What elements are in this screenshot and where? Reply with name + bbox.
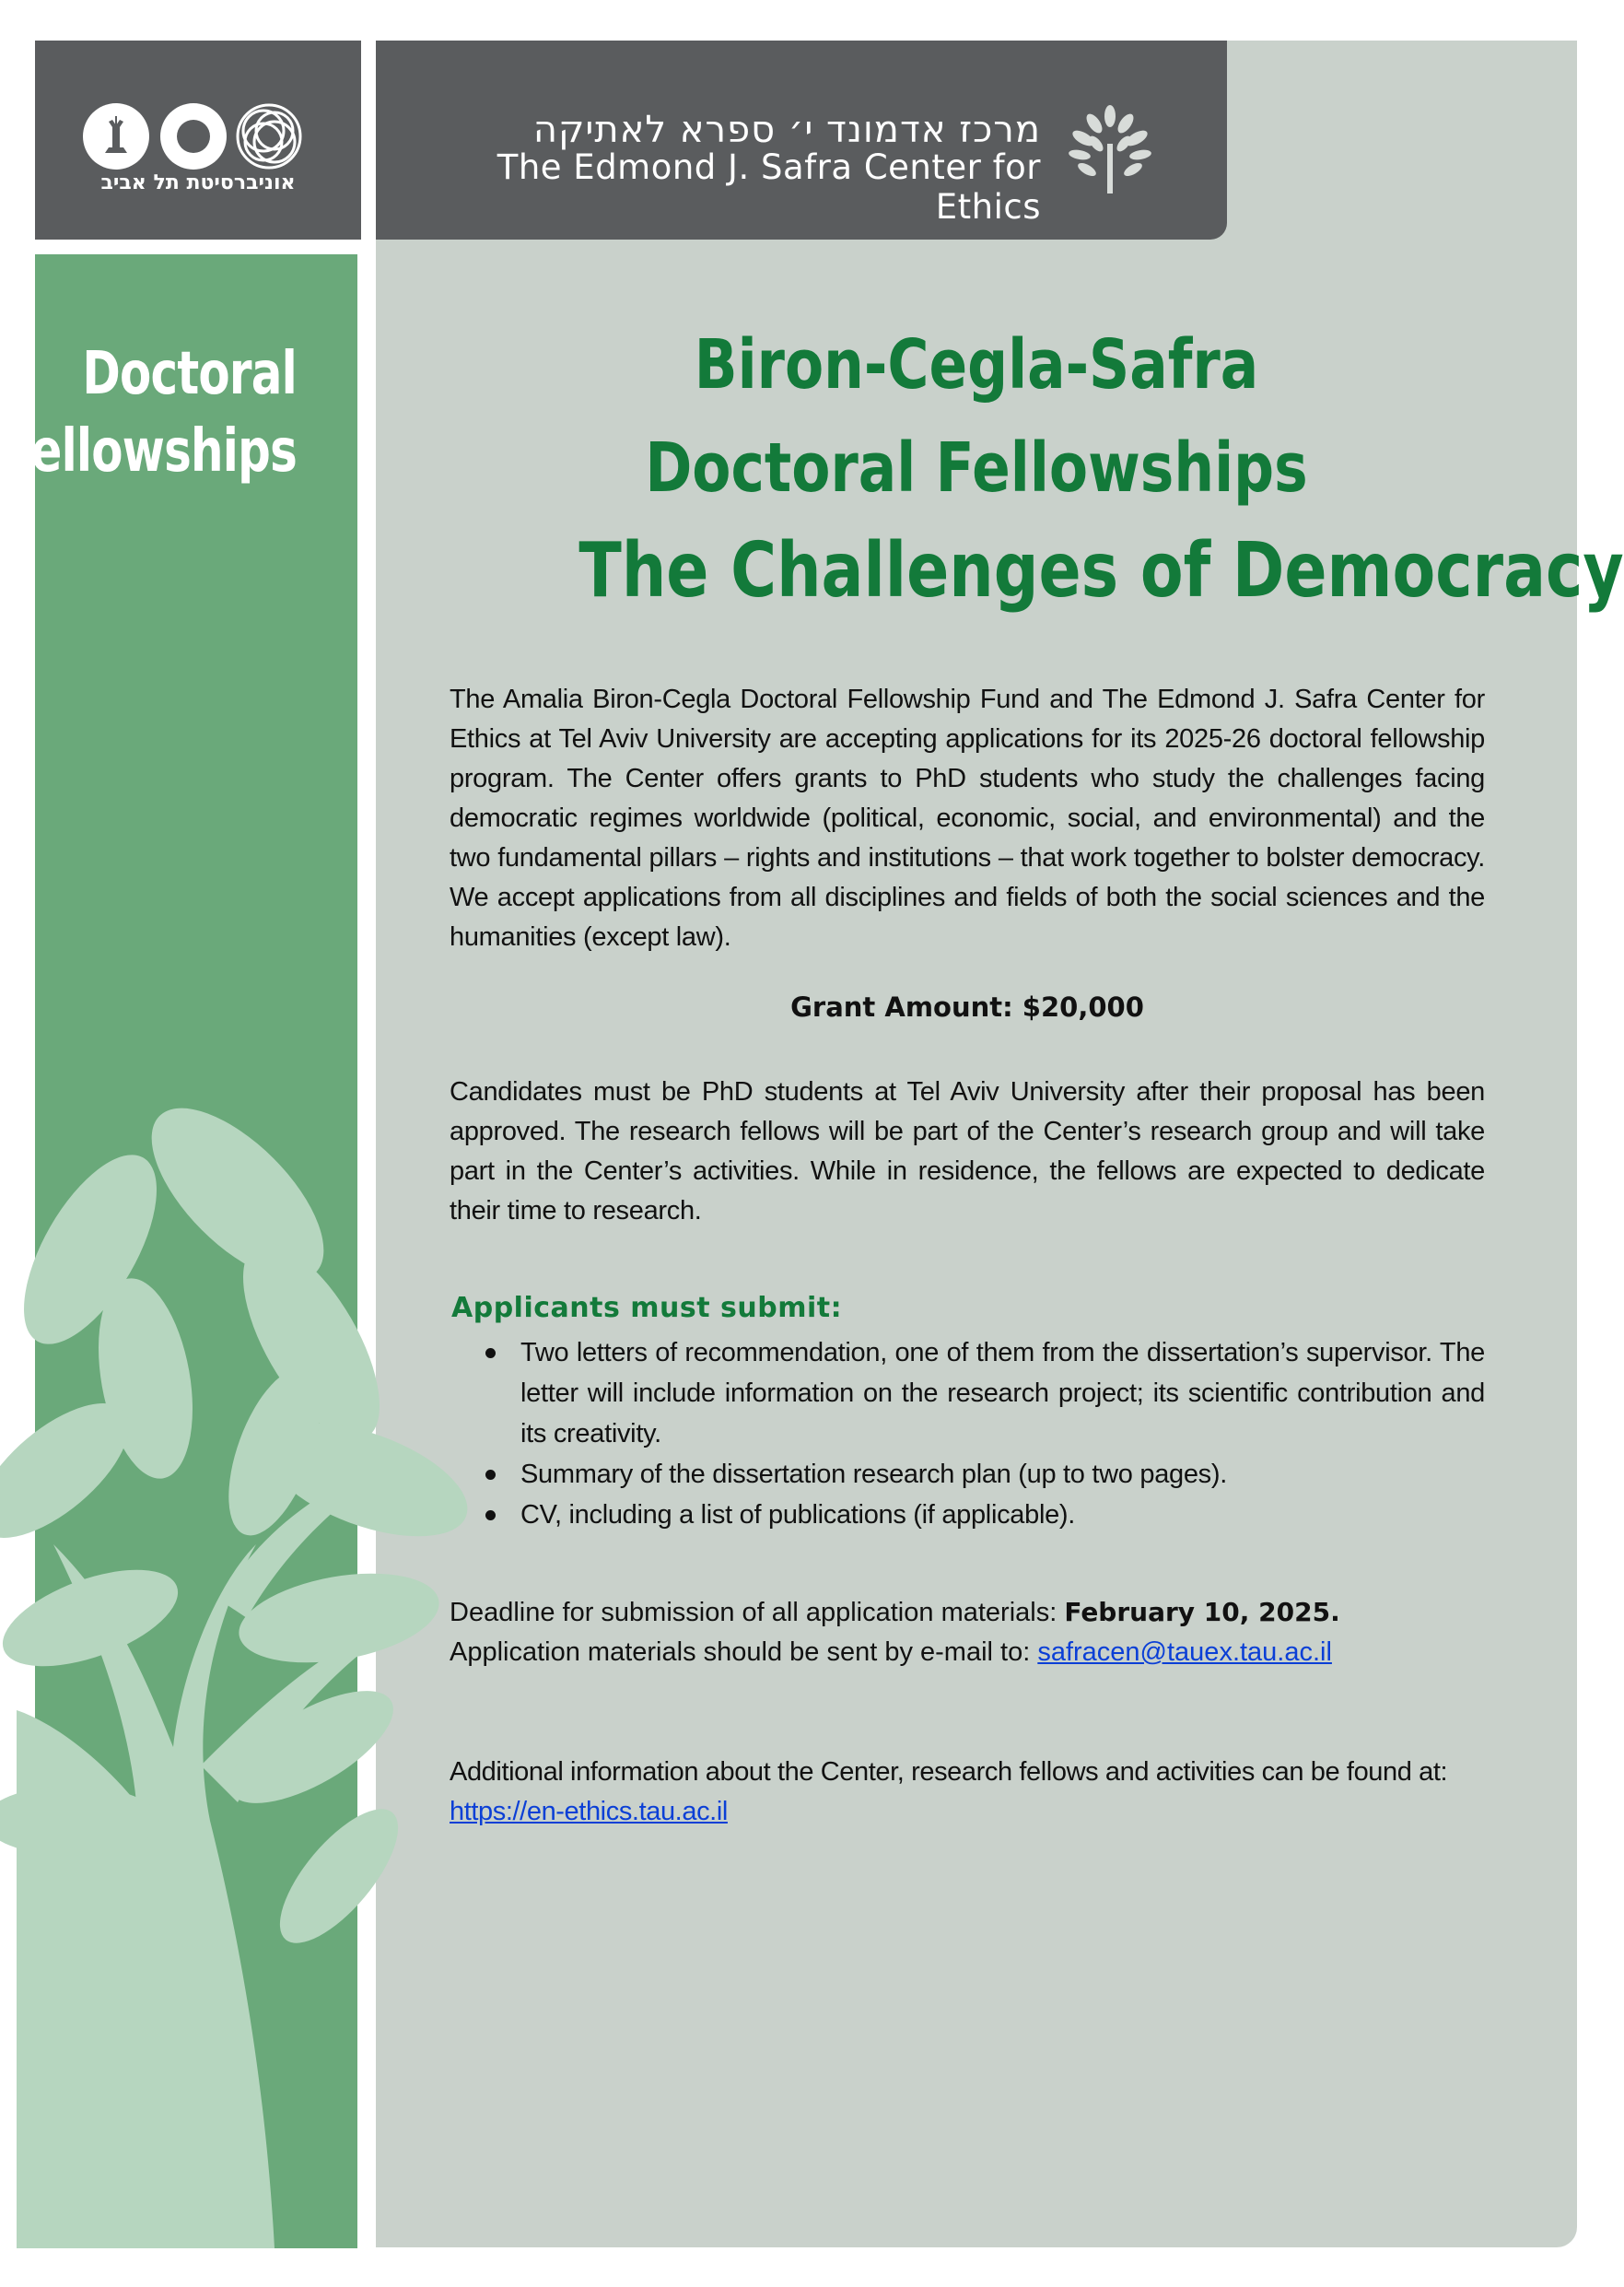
website-link[interactable]: https://en-ethics.tau.ac.il: [450, 1797, 728, 1826]
email-link[interactable]: safracen@tauex.tau.ac.il: [1037, 1637, 1332, 1667]
candidates-paragraph: Candidates must be PhD students at Tel Aviv University after their proposal has been approved. The research fellows will be part of the Center’s research group and will take part in the Center’s activities. While in residence, the fellows are expected to dedicate their time to research.: [450, 1077, 1485, 1226]
intro-paragraph: The Amalia Biron-Cegla Doctoral Fellowship Fund and The Edmond J. Safra Center for Ethics at Tel Aviv University are accepting applications for its 2025-26 doctoral fellowship program. The Center offers grants to PhD students who study the challenges facing democratic regimes worldwide (political, economic, social, and environmental) and the two fundamental pillars – rights and institutions – that work together to bolster democracy. We accept applications from all disciplines and fields of both the social sciences and the humanities (except law).: [450, 685, 1485, 952]
submit-list: [484, 1332, 1485, 1535]
university-name: אוניברסיטת תל אביב: [100, 171, 296, 194]
deadline-date: February 10, 2025.: [1064, 1597, 1340, 1627]
title-line2: Doctoral Fellowships: [645, 428, 1308, 508]
additional-info: [450, 1753, 1485, 1832]
email-label: Application materials should be sent by e-mail to:: [450, 1637, 1038, 1667]
list-item: Two letters of recommendation, one of them from the dissertation’s supervisor. The letter will include information on the research project; its scientific contribution and its creativity.: [484, 1332, 1485, 1454]
grant-amount: Grant Amount: $20,000: [790, 991, 1144, 1023]
additional-text: Additional information about the Center, research fellows and activities can be found at:: [450, 1757, 1448, 1787]
tree-logo-icon: [1059, 103, 1161, 195]
list-item: CV, including a list of publications (if applicable).: [484, 1495, 1485, 1535]
email-line: [450, 1633, 1485, 1672]
sidebar-title: [2, 335, 297, 490]
deadline-label: Deadline for submission of all application materials:: [450, 1598, 1065, 1627]
center-name-english: The Edmond J. Safra Center for Ethics: [497, 147, 1041, 227]
sidebar-title-line1: Doctoral: [82, 340, 297, 408]
sidebar: [2, 254, 357, 2248]
center-name-hebrew: מרכז אדמונד י׳ ספרא לאתיקה: [532, 109, 1041, 151]
page-title: [497, 313, 1624, 623]
title-line1: Biron-Cegla-Safra: [694, 325, 1259, 405]
deadline-line: [450, 1592, 1485, 1633]
sidebar-title-line2: Fellowships: [2, 417, 297, 486]
list-item: Summary of the dissertation research plan (up to two pages).: [484, 1454, 1485, 1495]
submit-heading: Applicants must submit:: [451, 1292, 843, 1324]
deadline-block: [450, 1592, 1485, 1672]
title-line3: The Challenges of Democracy: [578, 527, 1624, 615]
